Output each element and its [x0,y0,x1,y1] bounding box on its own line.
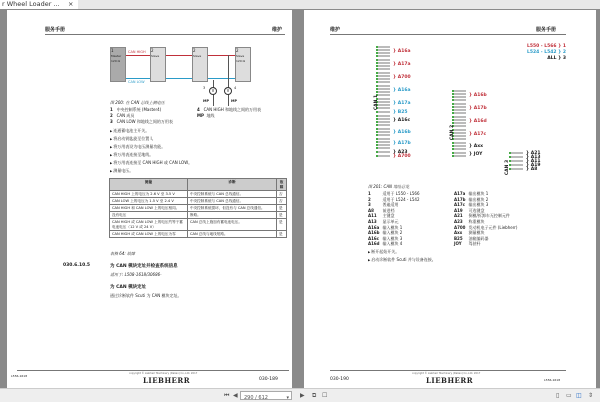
two-page-view-icon[interactable]: ◫ [576,392,582,399]
can-group-label: } A700 [393,75,411,80]
legend-right [454,191,520,247]
can-node-entry [376,75,390,77]
page-header-right: 维护 [272,27,283,33]
can-high-wire [125,55,245,56]
document-tab[interactable] [0,0,78,9]
can-node-entry [452,148,466,150]
can-node-entry [376,46,390,48]
can-node-entry [376,131,390,133]
page-number: 030-189 [259,377,278,382]
can-group-label: } A17b [393,141,411,146]
slave-node: 2 Slave [150,47,166,82]
can-node-entry [376,52,390,54]
next-page-icon[interactable]: ▶ [300,392,305,399]
can-group-label: } A700 [393,153,411,159]
tab-bar [0,0,600,9]
can-group-label: } A17a [393,101,411,106]
can-node-entry [376,118,390,120]
can-node-entry [452,152,466,154]
can-node-entry [376,111,390,113]
can-low-wire [125,78,245,79]
legend-row: A17a 输出模块 1 [454,191,489,196]
legend-row: JOY 驾驶杆 [454,241,481,247]
can-group-label: } A19 [526,162,541,168]
can-node-entry [452,103,466,105]
legend-row: A17b 输出模块 2 [454,196,489,202]
can-node-entry [452,93,466,95]
can-group-label: } A16a [393,49,411,54]
can1-label: CAN 1 [374,94,380,111]
figure-caption: 图 200: 在 CAN 总线上测电压 [110,100,165,105]
can-group-label: } A21 [526,150,541,156]
continuous-view-icon[interactable]: ▭ [566,392,572,399]
page-header-left: 服务手册 [45,27,66,33]
prev-page-button[interactable]: ◀ [233,392,238,399]
can-node-entry [376,55,390,57]
can-node-entry [452,96,466,98]
page-header-right: 服务手册 [536,27,557,33]
can-node-entry [376,85,390,87]
legend-row: A700 发动机电子元件 (Liebherr) [454,224,518,230]
steps-list: ▶ 连通蓄电池主开关。 ▶ 将启动钥匙旋至位置 I。 ▶ 将万用表设为电压测量功能。 ▶ 将万用表连接至地线。 ▶ 将万用表连接至 CAN HIGH 或 CAN LOW。 ▶ 测量电压。 [110,127,192,175]
can-node-entry [452,142,466,144]
slave-node: 2 Slave 120 Ω [235,47,251,82]
legend-row: A17c 输出模块 3 [454,202,489,208]
can-node-entry [376,78,390,80]
can-node-entry [452,145,466,147]
can-node-entry [376,81,390,83]
legend-row: B25 油箱编码器 [454,235,489,241]
legend-row: A16b 输入模块 2 [368,230,403,236]
can-node-entry [452,119,466,121]
header-rule [45,34,285,35]
section-number: 030.6.10.5 [63,263,91,268]
can-group-label: } A16b [469,93,487,98]
copyright: copyright © Liebherr Machinery (Dalian) Co.,Ltd. 2017 [129,372,198,375]
single-page-view-icon[interactable]: ▯ [556,392,560,399]
can-group-label: } A13 [526,154,541,160]
can-node-entry [376,65,390,67]
page-right [304,10,596,388]
subsection-text: 通过诊断软件 Scuti 为 CAN 模块定址。 [110,293,182,298]
legend-row: A13 显示单元 [368,218,399,224]
can-node-entry [452,116,466,118]
fault-table: 测量 诊断 故障 CAN HIGH 上的电压为 2.6 V 至 3.5 V 中央控制系统与 CAN 总线通信。 否 CAN LOW 上的电压为 1.5 V 至 2.4 V 中央控制系统与 CAN 总线通信。 否 CAN HIGH 和 CAN LOW 上的电压相同。 中央控制系统损坏，但没有与 CAN 总线通信。 是 没有电压 断路。 是 CAN HIGH 或 CAN LOW 上的电压约等于蓄电池电压（12 V 或 24 V） CAN 总线上施加有蓄电池电压。 是 CAN HIGH 或 CAN LOW 上的电压为零 CAN 总线与地线短路。 是 [109,178,287,238]
slave-node: 2 Slave [192,47,208,82]
voltmeter-icon: V [209,87,217,95]
applies-to: 适用于: L508-1618/30686- [110,272,162,277]
can-node-entry [452,112,466,114]
can-node-entry [376,68,390,70]
chevron-down-icon[interactable]: ▾ [286,395,289,401]
page-number-input[interactable]: 290 / 612 ▾ [240,391,292,400]
page-header-left: 维护 [330,27,341,33]
can-node-entry [452,99,466,101]
legend-row: A21 倒模/拆卸车无控制元件 [454,213,510,219]
can-node-entry [376,144,390,146]
can-node-entry [452,155,466,157]
tab-title: r Wheel Loader ... [2,0,60,8]
can-node-entry [376,72,390,74]
can-group-label: } B25 [393,109,408,115]
model-key: L550 - L566 } 1 L524 - L542 } 2 ALL } 3 [526,44,566,61]
legend-left [368,191,423,247]
can2-label: CAN 2 [450,124,456,141]
voltmeter-icon: V [224,87,232,95]
section-title: 为 CAN 模块定址并检查系统信息 [110,264,178,269]
can3-label: CAN 3 [505,159,511,176]
legend-row: A19 可选键盘 [454,207,485,213]
viewer-toolbar [0,388,600,402]
legend-row: Axx 测量模块 [454,230,485,236]
can-group-label: } A17b [469,106,487,111]
can-node-entry [376,151,390,153]
liebherr-logo: LIEBHERR [143,376,191,385]
footer-rule [17,370,289,371]
doc-id: L556-1618 [11,374,28,378]
can-node-entry [376,124,390,126]
can-node-entry [509,164,523,166]
page-left: 服务手册 维护 CAN HIGH CAN LOW 1 Master 120 Ω 2 Slave 2 Slave 2 Slave 120 Ω V V 3 4 MP MP 图 200: 在 CAN 总线上测电压 1 中央控制系统 (Master4) 2 CAN 成员 3 CAN LOW 和地线之间的万用表 4 CAN HIGH 和地线之间的万用表 MP 地线 ▶ 连通蓄电池主开关。 ▶ 将启动钥匙旋至位置 I。 ▶ 将万用表设为电压测量功能。 ▶ 将万用表连接至地线。 ▶ 将万用表连接至 CAN HIGH 或 CAN LOW。 ▶ 测量电压。 测量 诊断 故障 CAN HIGH 上的电压为 2.6 V 至 3.5 V 中央控制系统与 CAN 总线通信。 否 CAN LOW 上的电压为 1.5 V 至 2.4 V 中央控制系统与 CAN 总线通信。 否 CAN HIGH 和 CAN LOW 上的电压相同。 中央控制系统损坏，但没有与 CAN 总线通信。 是 没有电压 断路。 是 CAN HIGH 或 CAN LOW 上的电压约等于蓄电池电压（12 V 或 24 V） CAN 总线上施加有蓄电池电压。 是 CAN HIGH 或 CAN LOW 上的电压为零 CAN 总线与地线短路。 是 表格 64: 故障 030.6.10.5 为 CAN 模块定址并检查系统信息 适用于: L508-1618/30686- 为 CAN 模块定址 通过诊断软件 Scuti 为 CAN 模块定址。 L556-1618 copyright © Liebherr Machinery (Dalian) Co.,Ltd. 2017 LIEBHERR 030-189 [7,10,292,388]
legend-row: A23 称重模块 [454,218,485,224]
legend-row: A16d 输入模块 4 [368,241,403,247]
can-node-entry [452,106,466,108]
legend-row: 3 普遍适用 [368,202,399,208]
can-group-label: } Axx [469,143,484,149]
can-group-label: } A16d [469,119,487,124]
master-node: 1 Master 120 Ω [110,47,126,82]
can-node-entry [376,91,390,93]
can-node-entry [509,160,523,162]
can-node-entry [452,122,466,124]
copy-icon[interactable]: ⧉ [312,392,317,399]
can-node-entry [376,59,390,61]
can-node-entry [376,88,390,90]
can-group-label: } A16b [393,129,411,135]
copyright: copyright © Liebherr Machinery (Dalian) Co.,Ltd. 2017 [412,372,481,375]
steps-list: ▶ 断开起始开关。 ▶ 启动诊断软件 Scuti 并与设备连接。 [368,248,436,264]
can-group-label: } JOY [469,152,483,157]
legend-row: A11 主键盘 [368,213,395,219]
table-caption: 表格 64: 故障 [110,251,135,256]
figure-legend-2: 4 CAN HIGH 和地线之间的万用表 MP 地线 [197,107,261,118]
legend-row: A16a 输入模块 1 [368,224,403,230]
can-group-label: } A17a [393,62,411,67]
can-node-entry [376,147,390,149]
footer-rule [330,370,566,371]
close-tab-icon[interactable]: × [68,0,74,8]
legend-row: 1 适用于 L550 - L566 [368,191,420,196]
can-node-entry [452,109,466,111]
can-node-entry [509,168,523,170]
can-group-label: } A23 [393,149,408,155]
figure-caption: 图 201: CAN 地址总览 [368,184,410,189]
can-group-label: } A8 [526,166,538,172]
can-node-entry [376,138,390,140]
can-low-label: CAN LOW [128,80,145,84]
can-node-entry [376,121,390,123]
legend-row: A16c 输入模块 3 [368,235,403,241]
can-group-label: } A11 [526,158,541,164]
can-node-entry [376,155,390,157]
can-node-entry [376,128,390,130]
can-node-entry [376,115,390,117]
can-group-label: } A16c [393,118,411,123]
first-page-button[interactable]: ⏮ [224,392,230,399]
can-node-entry [376,49,390,51]
can-node-entry [376,62,390,64]
can-node-entry [509,156,523,158]
can-node-entry [452,90,466,92]
header-rule [330,34,566,35]
can-group-label: } A16a [393,88,411,93]
can-node-entry [376,141,390,143]
can-high-label: CAN HIGH [128,50,146,54]
liebherr-logo: LIEBHERR [426,376,474,385]
legend-row: 2 适用于 L524 - L542 [368,196,420,202]
page-icon[interactable]: ☐ [322,392,328,399]
subsection-title: 为 CAN 模块定址 [110,285,147,290]
can-node-entry [376,134,390,136]
fit-page-icon[interactable]: ⇕ [588,392,594,399]
can-node-entry [509,152,523,154]
legend-row: A8 前进档 [368,207,395,213]
figure-legend: 1 中央控制系统 (Master4) 2 CAN 成员 3 CAN LOW 和地线之间的万用表 [110,107,173,124]
page-number: 030-190 [330,377,349,382]
doc-id: L556-1618 [544,378,561,382]
can-group-label: } A17c [469,132,487,137]
